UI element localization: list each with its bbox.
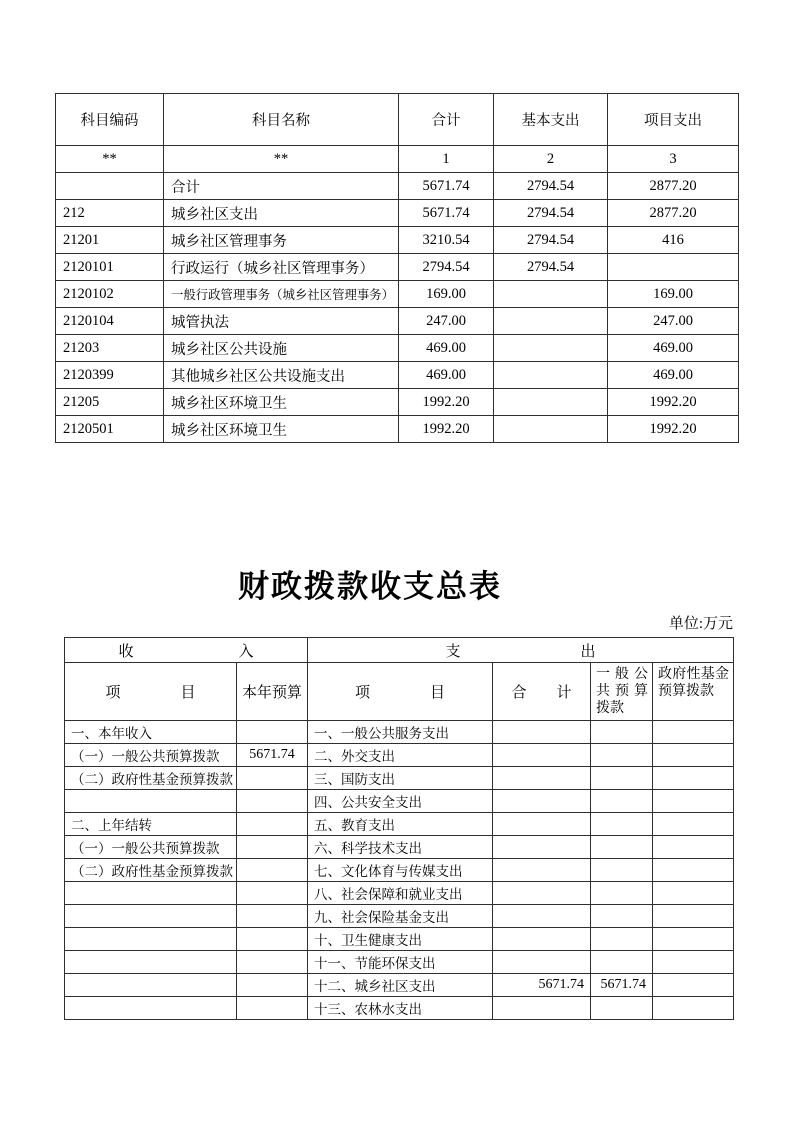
cell-income-item: [65, 882, 237, 905]
cell-income-item: [65, 905, 237, 928]
table-row: [65, 790, 734, 813]
cell-expense-total: [493, 767, 591, 790]
subheader-name: **: [164, 146, 399, 173]
cell-general-public-budget: [591, 836, 653, 859]
cell-project-expenditure: 1992.20: [608, 389, 739, 416]
cell-basic-expenditure: 2794.54: [494, 173, 608, 200]
column-header-year-budget: 本年预算: [237, 663, 308, 721]
cell-total: 2794.54: [399, 254, 494, 281]
cell-expense-total: [493, 836, 591, 859]
cell-income-item: 一、本年收入: [65, 721, 237, 744]
column-header-subject-code: 科目编码: [56, 94, 164, 146]
cell-income-item: [65, 928, 237, 951]
cell-income-item: [65, 997, 237, 1020]
cell-expense-total: [493, 813, 591, 836]
cell-year-budget: [237, 767, 308, 790]
cell-general-public-budget: [591, 790, 653, 813]
cell-total: 3210.54: [399, 227, 494, 254]
table-row: [56, 389, 739, 416]
cell-total: 5671.74: [399, 173, 494, 200]
cell-total: 1992.20: [399, 389, 494, 416]
table-row: [65, 744, 734, 767]
cell-subject-name: 城乡社区管理事务: [164, 227, 399, 254]
cell-government-fund-budget: [653, 721, 734, 744]
cell-income-item: （二）政府性基金预算拨款: [65, 859, 237, 882]
subheader-col2: 2: [494, 146, 608, 173]
cell-project-expenditure: 416: [608, 227, 739, 254]
cell-expense-item: 五、教育支出: [308, 813, 493, 836]
cell-subject-name: 城乡社区公共设施: [164, 335, 399, 362]
cell-project-expenditure: 469.00: [608, 335, 739, 362]
cell-expense-total: [493, 951, 591, 974]
cell-basic-expenditure: [494, 281, 608, 308]
cell-subject-code: 2120501: [56, 416, 164, 443]
cell-government-fund-budget: [653, 905, 734, 928]
cell-general-public-budget: [591, 744, 653, 767]
cell-government-fund-budget: [653, 928, 734, 951]
cell-basic-expenditure: 2794.54: [494, 227, 608, 254]
cell-expense-total: [493, 744, 591, 767]
cell-year-budget: [237, 974, 308, 997]
cell-year-budget: [237, 951, 308, 974]
cell-subject-code: 2120104: [56, 308, 164, 335]
cell-expense-item: 十一、节能环保支出: [308, 951, 493, 974]
cell-government-fund-budget: [653, 951, 734, 974]
table-row: [65, 882, 734, 905]
cell-government-fund-budget: [653, 974, 734, 997]
cell-general-public-budget: [591, 813, 653, 836]
table-row: [65, 859, 734, 882]
subheader-code: **: [56, 146, 164, 173]
funding-summary-table: [64, 637, 734, 1020]
column-header-general-public-budget: 一般公共预算拨款: [591, 663, 653, 721]
cell-subject-code: 2120102: [56, 281, 164, 308]
table-row: [65, 836, 734, 859]
cell-subject-code: 21203: [56, 335, 164, 362]
cell-year-budget: [237, 997, 308, 1020]
cell-expense-item: 七、文化体育与传媒支出: [308, 859, 493, 882]
cell-expense-total: 5671.74: [493, 974, 591, 997]
cell-expense-total: [493, 721, 591, 744]
page-title: 财政拨款收支总表: [238, 569, 502, 604]
cell-expense-total: [493, 928, 591, 951]
cell-general-public-budget: [591, 767, 653, 790]
table2-section-row: [65, 638, 734, 663]
section-header-income: 收 入: [65, 638, 308, 663]
table-row: [56, 335, 739, 362]
column-header-project-expenditure: 项目支出: [608, 94, 739, 146]
cell-general-public-budget: [591, 721, 653, 744]
cell-expense-item: 三、国防支出: [308, 767, 493, 790]
cell-subject-name: 其他城乡社区公共设施支出: [164, 362, 399, 389]
cell-general-public-budget: [591, 997, 653, 1020]
cell-subject-code: 2120399: [56, 362, 164, 389]
cell-government-fund-budget: [653, 997, 734, 1020]
cell-income-item: （一）一般公共预算拨款: [65, 744, 237, 767]
cell-income-item: [65, 790, 237, 813]
cell-general-public-budget: 5671.74: [591, 974, 653, 997]
table-row: [65, 951, 734, 974]
cell-subject-name: 城乡社区支出: [164, 200, 399, 227]
cell-total: 247.00: [399, 308, 494, 335]
cell-year-budget: 5671.74: [237, 744, 308, 767]
cell-basic-expenditure: 2794.54: [494, 200, 608, 227]
cell-expense-item: 二、外交支出: [308, 744, 493, 767]
cell-project-expenditure: 247.00: [608, 308, 739, 335]
table-row: [56, 281, 739, 308]
subheader-col1: 1: [399, 146, 494, 173]
table-row: [56, 308, 739, 335]
cell-expense-total: [493, 790, 591, 813]
table-row: [65, 721, 734, 744]
cell-year-budget: [237, 813, 308, 836]
cell-government-fund-budget: [653, 744, 734, 767]
cell-income-item: （二）政府性基金预算拨款: [65, 767, 237, 790]
cell-expense-item: 九、社会保险基金支出: [308, 905, 493, 928]
cell-year-budget: [237, 859, 308, 882]
table-row: [56, 200, 739, 227]
cell-project-expenditure: 2877.20: [608, 173, 739, 200]
cell-subject-code: 21205: [56, 389, 164, 416]
column-header-subject-name: 科目名称: [164, 94, 399, 146]
cell-government-fund-budget: [653, 836, 734, 859]
cell-general-public-budget: [591, 928, 653, 951]
cell-expense-item: 八、社会保障和就业支出: [308, 882, 493, 905]
cell-year-budget: [237, 836, 308, 859]
cell-expense-total: [493, 997, 591, 1020]
cell-total: 5671.74: [399, 200, 494, 227]
cell-basic-expenditure: [494, 362, 608, 389]
cell-year-budget: [237, 928, 308, 951]
cell-government-fund-budget: [653, 790, 734, 813]
cell-basic-expenditure: [494, 335, 608, 362]
table2-header-row: [65, 663, 734, 721]
table-row: [65, 997, 734, 1020]
expenditure-detail-table: [55, 93, 739, 443]
cell-income-item: 二、上年结转: [65, 813, 237, 836]
column-header-expense-item: 项 目: [308, 663, 493, 721]
column-header-income-item: 项 目: [65, 663, 237, 721]
cell-project-expenditure: 469.00: [608, 362, 739, 389]
cell-project-expenditure: 1992.20: [608, 416, 739, 443]
cell-basic-expenditure: 2794.54: [494, 254, 608, 281]
subheader-col3: 3: [608, 146, 739, 173]
cell-expense-item: 六、科学技术支出: [308, 836, 493, 859]
cell-general-public-budget: [591, 905, 653, 928]
table-row: [56, 254, 739, 281]
cell-income-item: [65, 974, 237, 997]
table-row: [65, 928, 734, 951]
cell-subject-name: 城乡社区环境卫生: [164, 416, 399, 443]
cell-general-public-budget: [591, 882, 653, 905]
column-header-government-fund-budget: 政府性基金预算拨款: [653, 663, 734, 721]
cell-subject-code: 21201: [56, 227, 164, 254]
cell-basic-expenditure: [494, 416, 608, 443]
cell-income-item: （一）一般公共预算拨款: [65, 836, 237, 859]
cell-total: 169.00: [399, 281, 494, 308]
table1-subheader-row: [56, 146, 739, 173]
cell-general-public-budget: [591, 951, 653, 974]
section-header-expense: 支 出: [308, 638, 734, 663]
cell-subject-name: 城乡社区环境卫生: [164, 389, 399, 416]
cell-government-fund-budget: [653, 767, 734, 790]
cell-total: 1992.20: [399, 416, 494, 443]
cell-subject-code: [56, 173, 164, 200]
table-row: [65, 905, 734, 928]
table-row: [56, 416, 739, 443]
cell-government-fund-budget: [653, 813, 734, 836]
cell-expense-item: 十二、城乡社区支出: [308, 974, 493, 997]
cell-project-expenditure: [608, 254, 739, 281]
cell-expense-item: 十三、农林水支出: [308, 997, 493, 1020]
column-header-expense-total: 合 计: [493, 663, 591, 721]
unit-label: 单位:万元: [668, 616, 733, 632]
cell-income-item: [65, 951, 237, 974]
cell-expense-item: 一、一般公共服务支出: [308, 721, 493, 744]
cell-year-budget: [237, 905, 308, 928]
cell-expense-total: [493, 859, 591, 882]
cell-subject-code: 212: [56, 200, 164, 227]
cell-general-public-budget: [591, 859, 653, 882]
table-row: [65, 767, 734, 790]
column-header-basic-expenditure: 基本支出: [494, 94, 608, 146]
cell-year-budget: [237, 721, 308, 744]
table1-header-row: [56, 94, 739, 146]
table-row: [65, 813, 734, 836]
cell-year-budget: [237, 882, 308, 905]
cell-subject-name: 行政运行（城乡社区管理事务）: [164, 254, 399, 281]
table-row: [56, 227, 739, 254]
cell-basic-expenditure: [494, 308, 608, 335]
cell-project-expenditure: 2877.20: [608, 200, 739, 227]
cell-basic-expenditure: [494, 389, 608, 416]
cell-total: 469.00: [399, 335, 494, 362]
cell-subject-code: 2120101: [56, 254, 164, 281]
cell-total: 469.00: [399, 362, 494, 389]
table-row: [56, 362, 739, 389]
cell-government-fund-budget: [653, 859, 734, 882]
cell-expense-total: [493, 905, 591, 928]
cell-expense-item: 十、卫生健康支出: [308, 928, 493, 951]
cell-year-budget: [237, 790, 308, 813]
cell-project-expenditure: 169.00: [608, 281, 739, 308]
column-header-total: 合计: [399, 94, 494, 146]
cell-subject-name: 一般行政管理事务（城乡社区管理事务）: [164, 281, 399, 308]
cell-expense-item: 四、公共安全支出: [308, 790, 493, 813]
cell-subject-name: 城管执法: [164, 308, 399, 335]
table-row: [56, 173, 739, 200]
cell-government-fund-budget: [653, 882, 734, 905]
table-row: [65, 974, 734, 997]
cell-expense-total: [493, 882, 591, 905]
cell-subject-name: 合计: [164, 173, 399, 200]
